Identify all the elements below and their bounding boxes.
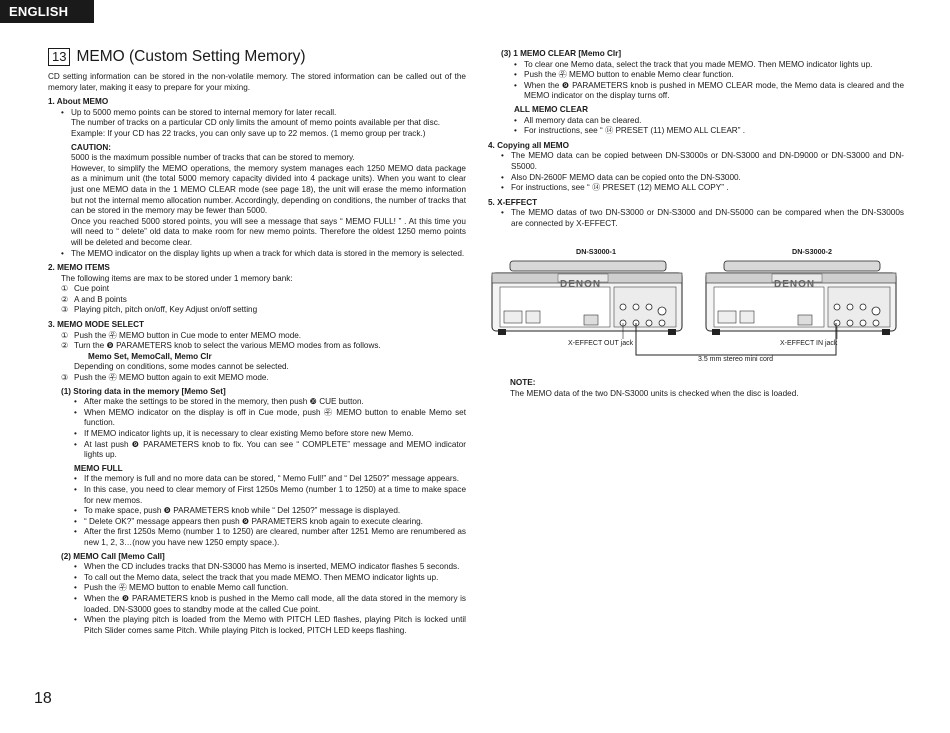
device-2-illustration	[706, 261, 896, 335]
heading-copying: 4. Copying all MEMO	[488, 140, 569, 150]
left-column	[48, 48, 466, 636]
copying-bullet: • For instructions, see “ ⑭ PRESET (12) MEMO ALL COPY” .	[501, 183, 904, 194]
all-memo-clear-bullet: • For instructions, see “ ⑭ PRESET (11) MEMO ALL CLEAR” .	[514, 126, 904, 137]
copying-bullet: • The MEMO data can be copied between DN-S3000s or DN-S3000 and DN-D9000 or DN-S3000 and DN-S5000.	[501, 151, 904, 172]
language-tab: ENGLISH	[0, 0, 94, 23]
all-memo-clear-bullet: • All memory data can be cleared.	[514, 116, 904, 127]
memo-call-bullet: • To call out the Memo data, select the track that you made MEMO. Then MEMO indicator lights up.	[74, 573, 466, 584]
copying-bullet: • Also DN-2600F MEMO data can be copied onto the DN-S3000.	[501, 173, 904, 184]
note-block	[510, 378, 910, 399]
caution-text-2: However, to simplify the MEMO operations, the memory system manages each 1250 MEMO data package as a minimum unit (the total 5000 memory capacity divided into 4 package units). When you want to clear just one MEMO data in the 1 MEMO CLEAR mode (see page 18), the unit will erase the memo information but not the internal memo allocation number. Accordingly, depending on conditions, the number of tracks that can be stored in the memory may be fewer than 5000.	[71, 163, 466, 216]
jack-in-label: X-EFFECT IN jack	[780, 340, 838, 347]
memo-item: ③ Playing pitch, pitch on/off, Key Adjust on/off setting	[61, 305, 258, 315]
x-effect-bullet: • The MEMO datas of two DN-S3000 or DN-S3000 and DN-S5000 can be compared when the DN-S3000s are connected by X-EFFECT.	[501, 208, 904, 229]
all-memo-clear-heading: ALL MEMO CLEAR	[514, 104, 588, 114]
brand-logo-2: DENON	[774, 279, 816, 290]
memo-full-heading: MEMO FULL	[74, 463, 123, 473]
memo-full-bullet: • “ Delete OK?” message appears then push ❾ PARAMETERS knob again to execute clearing.	[74, 517, 466, 528]
page-number: 18	[34, 690, 52, 707]
cord-label: 3.5 mm stereo mini cord	[698, 356, 774, 363]
mode-depending: Depending on conditions, some modes cannot be selected.	[74, 362, 289, 372]
device-2-label: DN-S3000-2	[792, 247, 832, 256]
heading-memo-call: (2) MEMO Call [Memo Call]	[61, 551, 165, 561]
memo-items-intro: The following items are max to be stored under 1 memory bank:	[61, 273, 293, 283]
mode-step-2: ② Turn the ❾ PARAMETERS knob to select the various MEMO modes from as follows.	[61, 341, 381, 351]
memo-call-bullet: • When the ❾ PARAMETERS knob is pushed in the Memo call mode, all the data stored in the memory is loaded. DN-S3000 goes to standby mode at the called Cue point.	[74, 594, 466, 615]
memo-clear-bullet: • When the ❾ PARAMETERS knob is pushed in MEMO CLEAR mode, the Memo data is cleared and the MEMO indicator on the display turns off.	[514, 81, 904, 102]
heading-about-memo: 1. About MEMO	[48, 97, 109, 107]
memo-clear-bullet: • To clear one Memo data, select the track that you made MEMO. Then MEMO indicator lights up.	[514, 60, 904, 71]
heading-x-effect: 5. X-EFFECT	[488, 197, 538, 207]
memo-clear-bullet: • Push the ㉾ MEMO button to enable Memo clear function.	[514, 70, 904, 81]
memo-call-bullet: • When the CD includes tracks that DN-S3000 has Memo is inserted, MEMO indicator flashes 5 seconds.	[74, 562, 466, 573]
about-para-2: Example: If your CD has 22 tracks, you can only save up to 22 memos. (1 memo group per track.)	[71, 128, 426, 138]
memo-full-bullet: • After the first 1250s Memo (number 1 to 1250) are cleared, number after 1251 Memo are renumbered as new 1, 2, 3…(now you have new 1250 empty space.).	[74, 527, 466, 548]
heading-memo-clear: (3) 1 MEMO CLEAR [Memo Clr]	[501, 49, 622, 58]
memo-call-bullet: • When the playing pitch is loaded from the Memo with PITCH LED flashes, playing Pitch is locked until Pitch Slider comes same Pitch. While playing Pitch is locked, PITCH LED keeps flashing.	[74, 615, 466, 636]
about-para-1: The number of tracks on a particular CD only limits the amount of memo points available per that disc.	[71, 118, 441, 128]
connection-diagram	[488, 243, 904, 373]
jack-out-label: X-EFFECT OUT jack	[568, 340, 634, 347]
about-bullet-1: • Up to 5000 memo points can be stored to internal memory for later recall.	[61, 108, 466, 119]
heading-memo-items: 2. MEMO ITEMS	[48, 263, 110, 273]
device-1-illustration	[492, 261, 682, 335]
memo-full-bullet: • To make space, push ❾ PARAMETERS knob while “ Del 1250?” message is displayed.	[74, 506, 466, 517]
devices-illustration	[488, 243, 904, 373]
note-text: The MEMO data of the two DN-S3000 units is checked when the disc is loaded.	[510, 388, 799, 398]
memo-item: ① Cue point	[61, 284, 110, 294]
caution-heading: CAUTION:	[71, 142, 112, 152]
mode-step-3: ③ Push the ㉾ MEMO button again to exit MEMO mode.	[61, 373, 269, 383]
caution-text-1: 5000 is the maximum possible number of tracks that can be stored to memory.	[71, 153, 355, 163]
heading-storing: (1) Storing data in the memory [Memo Set]	[61, 386, 226, 396]
storing-bullet: • At last push ❾ PARAMETERS knob to fix. You can see “ COMPLETE” message and MEMO indicator lights up.	[74, 440, 466, 461]
device-1-label: DN-S3000-1	[576, 247, 616, 256]
brand-logo-1: DENON	[560, 279, 602, 290]
storing-bullet: • When MEMO indicator on the display is off in Cue mode, push ㉾ MEMO button to enable Memo set function.	[74, 408, 466, 429]
memo-full-bullet: • If the memory is full and no more data can be stored, “ Memo Full!” and “ Del 1250?” message appears.	[74, 474, 466, 485]
section-number: 13	[48, 48, 70, 66]
page-title: MEMO (Custom Setting Memory)	[76, 47, 306, 65]
memo-item: ② A and B points	[61, 294, 127, 304]
note-heading: NOTE:	[510, 378, 536, 387]
about-bullet-2: • The MEMO indicator on the display lights up when a track for which data is stored in the memory is selected.	[61, 249, 466, 260]
storing-bullet: • If MEMO indicator lights up, it is necessary to clear existing Memo before store new Memo.	[74, 429, 466, 440]
memo-call-bullet: • Push the ㉾ MEMO button to enable Memo call function.	[74, 583, 466, 594]
heading-memo-mode-select: 3. MEMO MODE SELECT	[48, 320, 144, 330]
memo-full-bullet: • In this case, you need to clear memory of First 1250s Memo (number 1 to 1250) at a time to make space for new memos.	[74, 485, 466, 506]
caution-text-3: Once you reached 5000 stored points, you will see a message that says “ MEMO FULL! ” . At this time you will need to “ delete” old data to make room for new memo points. Therefore the oldest 1250 memo points will be deleted and become clear.	[71, 216, 466, 247]
mode-list: Memo Set, MemoCall, Memo Clr	[88, 351, 212, 361]
right-column	[488, 49, 904, 230]
intro-paragraph: CD setting information can be stored in the non-volatile memory. The stored information can be called out of the memory later, making it easy to prepare for your mixing.	[48, 72, 466, 92]
storing-bullet: • After make the settings to be stored in the memory, then push ❿ CUE button.	[74, 397, 466, 408]
section-title	[48, 48, 466, 66]
mode-step-1: ① Push the ㉾ MEMO button in Cue mode to enter MEMO mode.	[61, 330, 302, 340]
